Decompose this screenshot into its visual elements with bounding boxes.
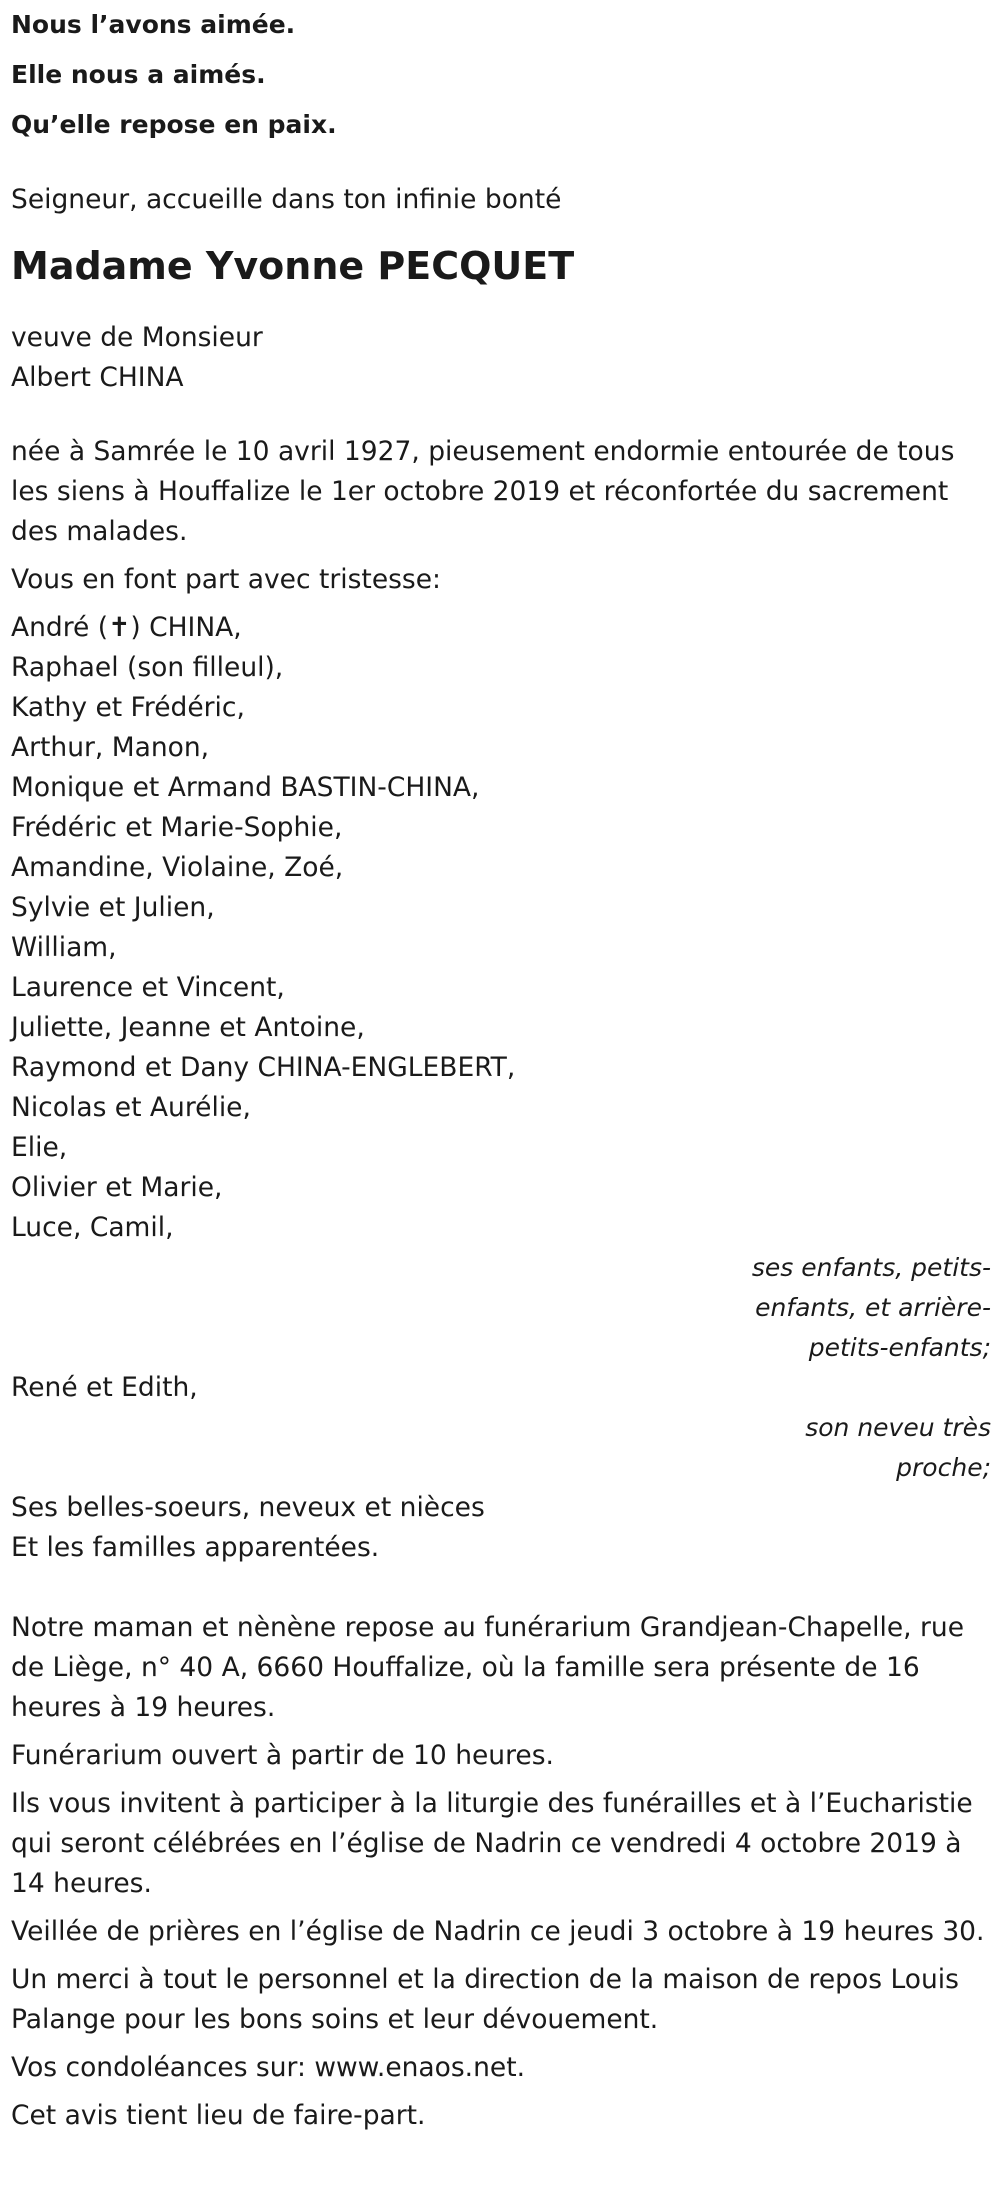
family-list bbox=[11, 608, 991, 1248]
family-member: André (✝) CHINA, bbox=[11, 612, 242, 643]
family-member: Olivier et Marie, bbox=[11, 1172, 223, 1203]
announce-line: Vous en font part avec tristesse: bbox=[11, 564, 441, 595]
deceased-name: Madame Yvonne PECQUET bbox=[11, 244, 575, 288]
family-member: Raymond et Dany CHINA-ENGLEBERT, bbox=[11, 1052, 516, 1083]
spouse-line-2: Albert CHINA bbox=[11, 362, 184, 393]
family-member: Amandine, Violaine, Zoé, bbox=[11, 852, 344, 883]
funeral-home-paragraph: Notre maman et nènène repose au funérarium Grandjean-Chapelle, rue de Liège, n° 40 A, 6660 Houffalize, où la famille sera présente de 16 heures à 19 heures. bbox=[11, 1612, 965, 1723]
opening-hours-line: Funérarium ouvert à partir de 10 heures. bbox=[11, 1740, 554, 1771]
family-member: William, bbox=[11, 932, 117, 963]
family-member: Elie, bbox=[11, 1132, 68, 1163]
intro-line-1: Nous l’avons aimée. bbox=[11, 10, 296, 39]
family-member: Frédéric et Marie-Sophie, bbox=[11, 812, 343, 843]
extended-family-line-2: Et les familles apparentées. bbox=[11, 1532, 380, 1563]
nephew-relationship-note: son neveu très proche; bbox=[805, 1413, 991, 1482]
family-member: Nicolas et Aurélie, bbox=[11, 1092, 251, 1123]
intro-line-2: Elle nous a aimés. bbox=[11, 60, 266, 89]
notice-line: Cet avis tient lieu de faire-part. bbox=[11, 2100, 426, 2131]
vigil-line: Veillée de prières en l’église de Nadrin ce jeudi 3 octobre à 19 heures 30. bbox=[11, 1916, 985, 1947]
birth-death-paragraph: née à Samrée le 10 avril 1927, pieusement endormie entourée de tous les siens à Houffalize le 1er octobre 2019 et réconfortée du sacrement des malades. bbox=[11, 436, 955, 547]
family-relationship-note: ses enfants, petits-enfants, et arrière-petits-enfants; bbox=[751, 1253, 991, 1362]
thanks-paragraph: Un merci à tout le personnel et la direction de la maison de repos Louis Palange pour les bons soins et leur dévouement. bbox=[11, 1964, 959, 2035]
family-member: Raphael (son filleul), bbox=[11, 652, 284, 683]
family-member: Monique et Armand BASTIN-CHINA, bbox=[11, 772, 480, 803]
family-member: Arthur, Manon, bbox=[11, 732, 210, 763]
nephew-line: René et Edith, bbox=[11, 1372, 198, 1403]
family-member: Laurence et Vincent, bbox=[11, 972, 285, 1003]
ceremony-paragraph: Ils vous invitent à participer à la liturgie des funérailles et à l’Eucharistie qui seront célébrées en l’église de Nadrin ce vendredi 4 octobre 2019 à 14 heures. bbox=[11, 1788, 973, 1899]
family-member: Sylvie et Julien, bbox=[11, 892, 215, 923]
spouse-line-1: veuve de Monsieur bbox=[11, 322, 263, 353]
family-member: Juliette, Jeanne et Antoine, bbox=[11, 1012, 365, 1043]
intro-line-3: Qu’elle repose en paix. bbox=[11, 110, 337, 139]
family-member: Kathy et Frédéric, bbox=[11, 692, 245, 723]
condolences-line: Vos condoléances sur: www.enaos.net. bbox=[11, 2052, 526, 2083]
family-member: Luce, Camil, bbox=[11, 1212, 174, 1243]
obituary-notice bbox=[11, 0, 991, 2136]
prayer-line: Seigneur, accueille dans ton infinie bonté bbox=[11, 184, 562, 215]
extended-family-line-1: Ses belles-soeurs, neveux et nièces bbox=[11, 1492, 485, 1523]
